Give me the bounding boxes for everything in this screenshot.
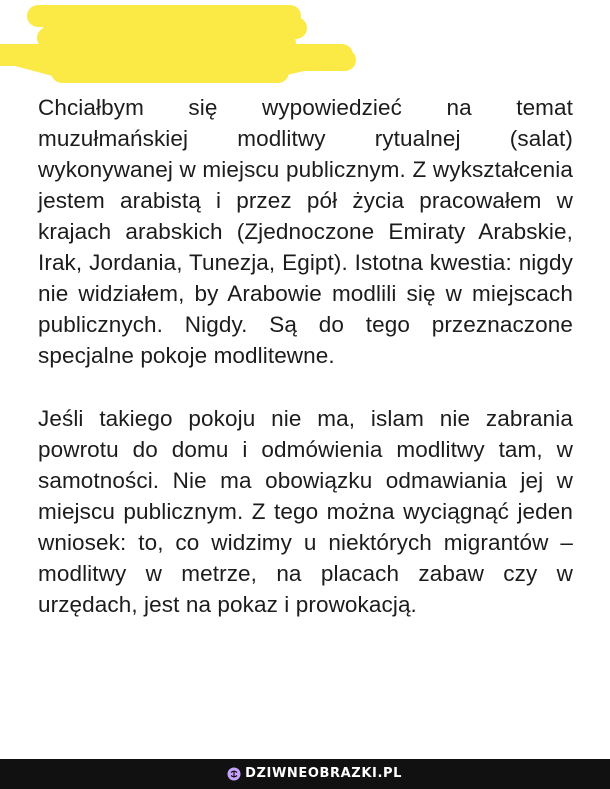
watermark-link[interactable] <box>227 766 402 782</box>
post-text <box>38 92 573 620</box>
brain-icon <box>227 767 241 781</box>
watermark-bar <box>0 759 610 789</box>
yellow-highlighter-scribble <box>0 0 360 85</box>
watermark-text: DZIWNEOBRAZKI.PL <box>245 766 402 781</box>
paragraph-1: Chciałbym się wypowiedzieć na temat muzułmańskiej modlitwy rytualnej (salat) wykonywanej w miejscu publicznym. Z wykształcenia jestem arabistą i przez pół życia pracowałem w krajach arabskich (Zjednoczone Emiraty Arabskie, Irak, Jordania, Tunezja, Egipt). Istotna kwestia: nigdy nie widziałem, by Arabowie modlili się w miejscach publicznych. Nigdy. Są do tego przeznaczone specjalne pokoje modlitewne. <box>38 95 573 368</box>
paragraph-2: Jeśli takiego pokoju nie ma, islam nie zabrania powrotu do domu i odmówienia modlitwy tam, w samotności. Nie ma obowiązku odmawiania jej w miejscu publicznym. Z tego można wyciągnąć jeden wniosek: to, co widzimy u niektórych migrantów – modlitwy w metrze, na placach zabaw czy w urzędach, jest na pokaz i prowokacją. <box>38 406 573 617</box>
